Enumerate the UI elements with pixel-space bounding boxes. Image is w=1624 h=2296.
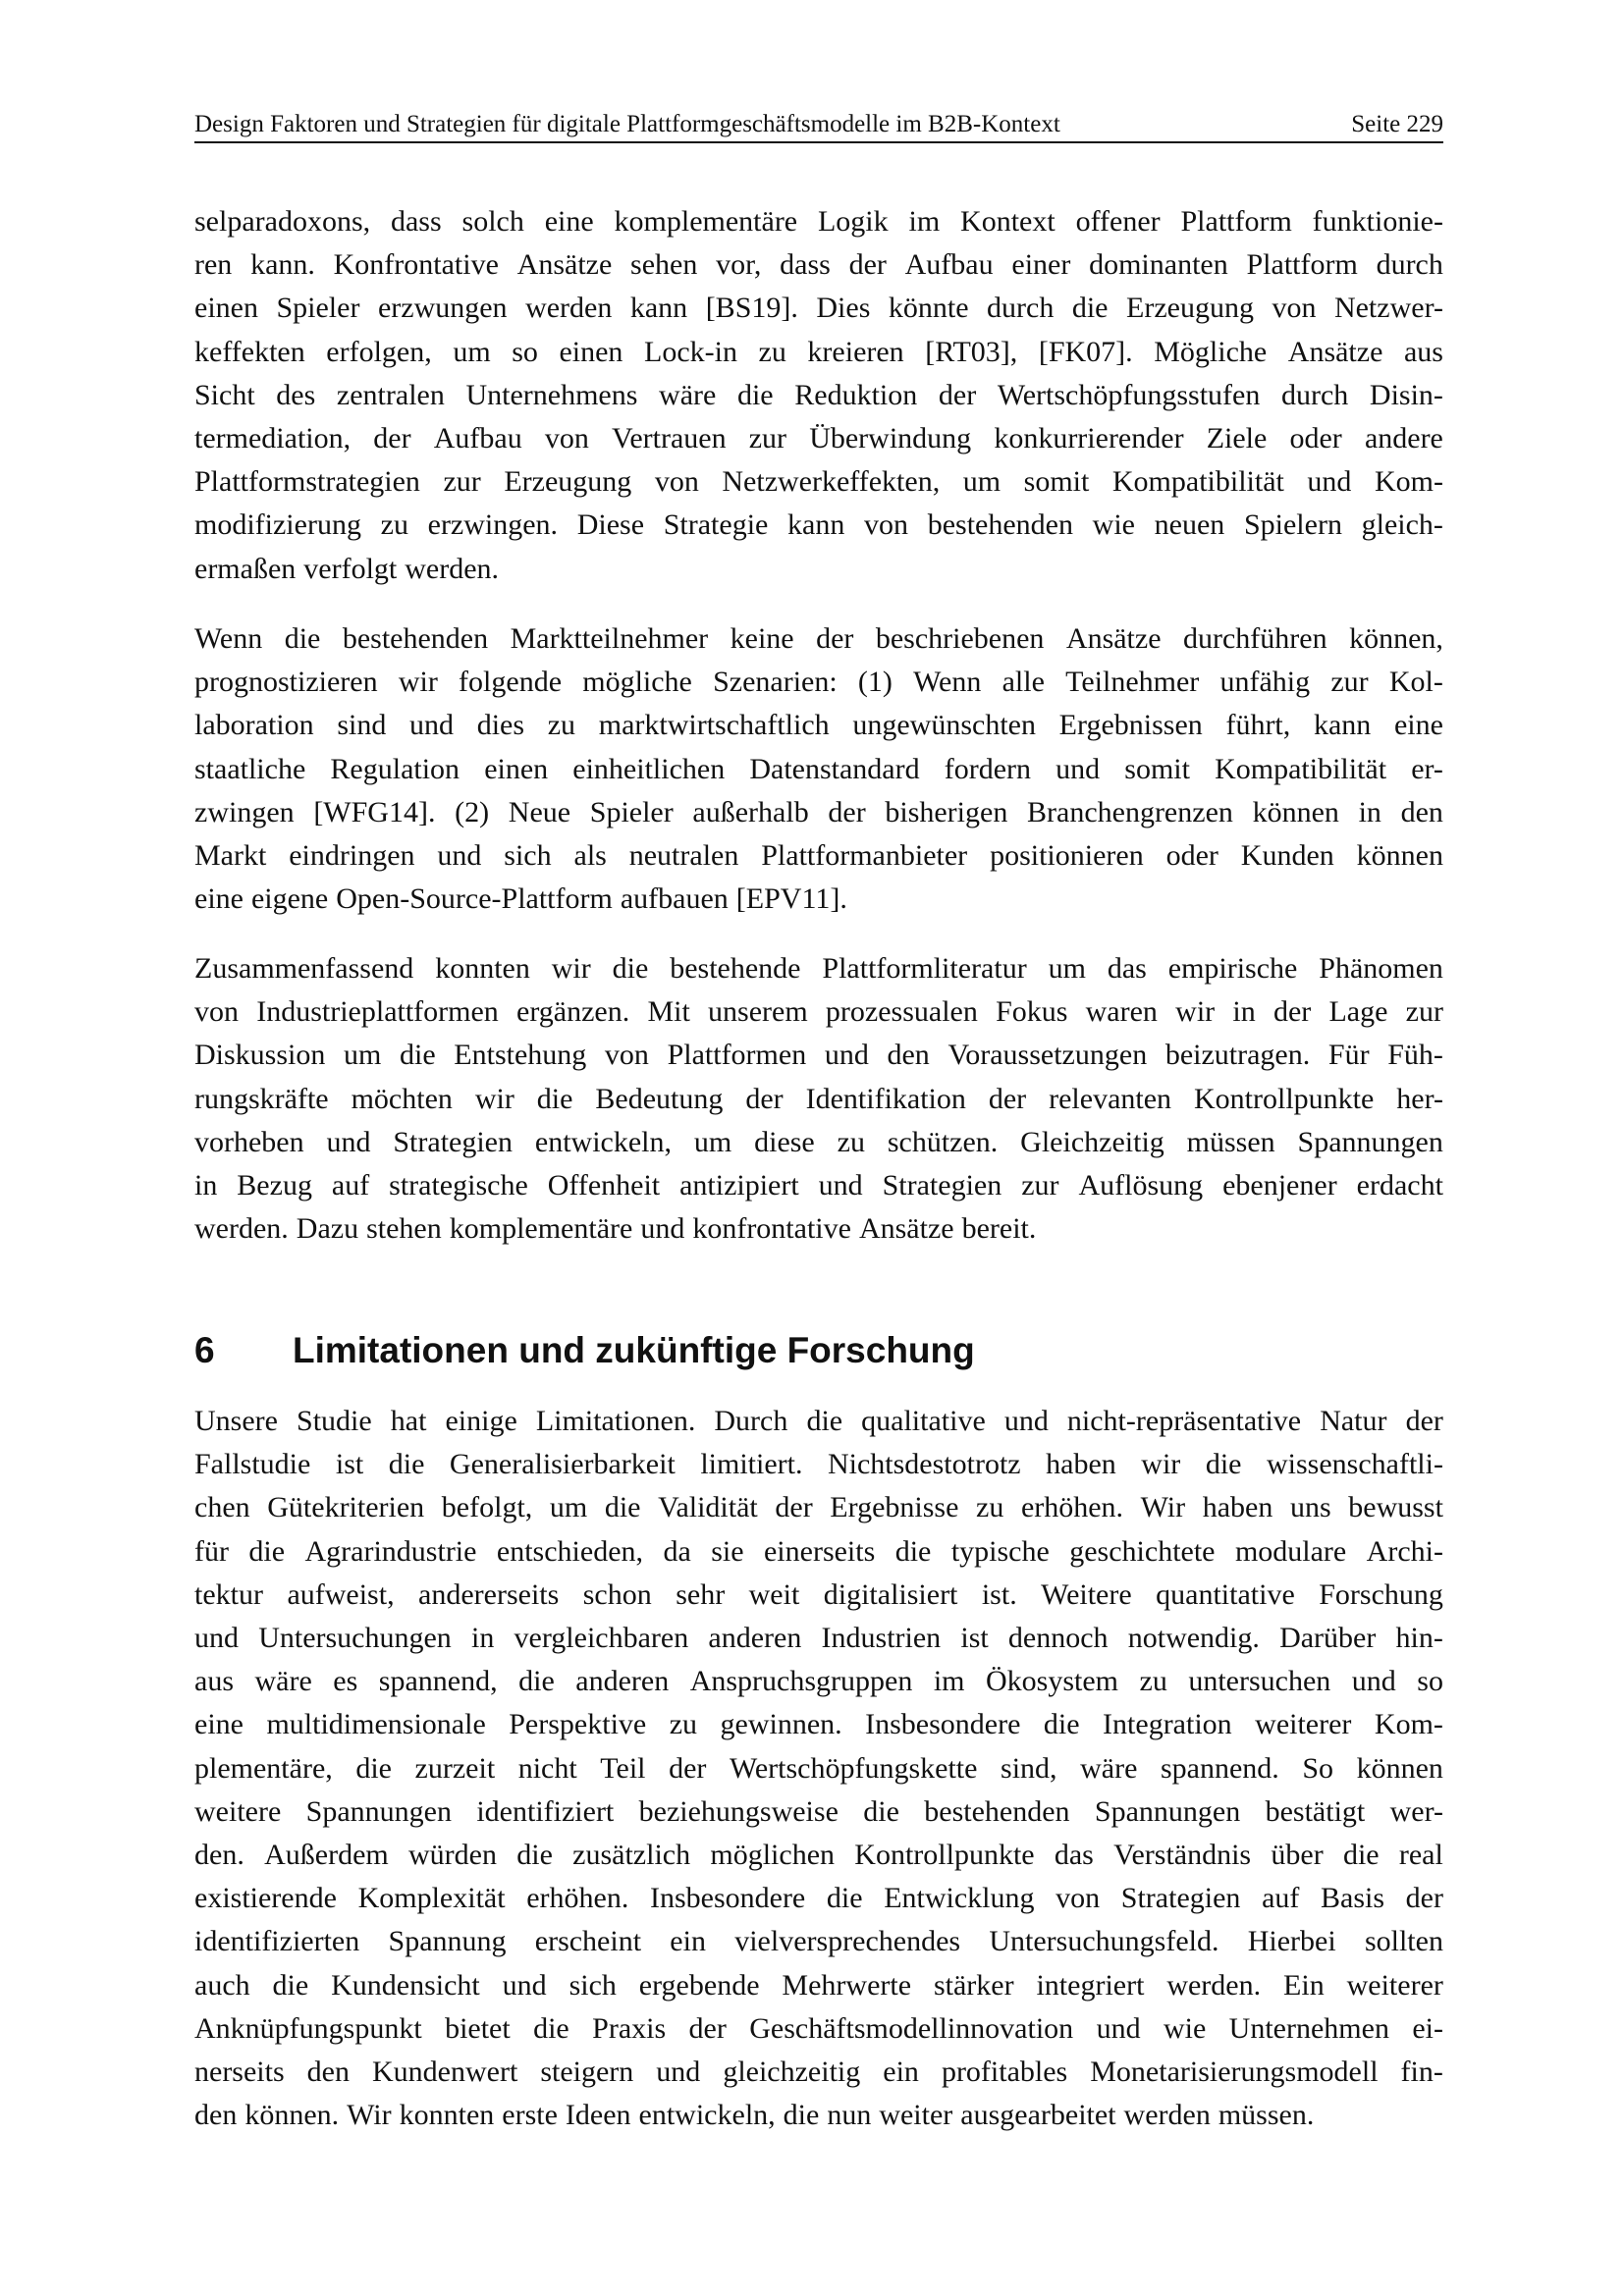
text-line: Unsere Studie hat einige Limitationen. Durch die qualitative und nicht-repräsentative Natur der xyxy=(194,1405,1443,1437)
text-line: laboration sind und dies zu marktwirtschaftlich ungewünschten Ergebnissen führt, kann eine xyxy=(194,709,1443,742)
text-line: den. Außerdem würden die zusätzlich möglichen Kontrollpunkte das Verständnis über die real xyxy=(194,1839,1443,1872)
text-line: identifizierten Spannung erscheint ein vielversprechendes Untersuchungsfeld. Hierbei sollten xyxy=(194,1925,1443,1958)
running-header-title: Design Faktoren und Strategien für digitale Plattformgeschäftsmodelle im B2B-Kontext xyxy=(194,111,1060,137)
text-line: werden. Dazu stehen komplementäre und konfrontative Ansätze bereit. xyxy=(194,1212,1037,1246)
text-line: modifizierung zu erzwingen. Diese Strategie kann von bestehenden wie neuen Spielern gleich- xyxy=(194,508,1443,542)
text-line: von Industrieplattformen ergänzen. Mit unserem prozessualen Fokus waren wir in der Lage zur xyxy=(194,995,1443,1029)
text-line: Zusammenfassend konnten wir die bestehende Plattformliteratur um das empirische Phänomen xyxy=(194,952,1443,985)
text-line: Anknüpfungspunkt bietet die Praxis der Geschäftsmodellinnovation und wie Unternehmen ei- xyxy=(194,2011,1443,2045)
text-line: einen Spieler erzwungen werden kann [BS19]. Dies könnte durch die Erzeugung von Netzwer- xyxy=(194,292,1443,325)
text-line: rungskräfte möchten wir die Bedeutung der Identifikation der relevanten Kontrollpunkte her- xyxy=(194,1082,1443,1115)
section-heading xyxy=(194,1325,975,1376)
text-line: chen Gütekriterien befolgt, um die Validität der Ergebnisse zu erhöhen. Wir haben uns bewusst xyxy=(194,1491,1443,1524)
text-line: tektur aufweist, andererseits schon sehr weit digitalisiert ist. Weitere quantitative Forschung xyxy=(194,1577,1443,1611)
paragraph xyxy=(194,617,1443,921)
section-title: Limitationen und zukünftige Forschung xyxy=(293,1330,975,1370)
text-line: für die Agrarindustrie entschieden, da sie einerseits die typische geschichtete modulare Archi- xyxy=(194,1534,1443,1568)
text-line: Diskussion um die Entstehung von Plattformen und den Voraussetzungen beizutragen. Für Füh- xyxy=(194,1039,1443,1072)
text-line: vorheben und Strategien entwickeln, um diese zu schützen. Gleichzeitig müssen Spannungen xyxy=(194,1125,1443,1158)
text-line: keffekten erfolgen, um so einen Lock-in zu kreieren [RT03], [FK07]. Mögliche Ansätze aus xyxy=(194,335,1443,368)
text-line: plementäre, die zurzeit nicht Teil der Wertschöpfungskette sind, wäre spannend. So können xyxy=(194,1751,1443,1785)
text-line: und Untersuchungen in vergleichbaren anderen Industrien ist dennoch notwendig. Darüber hin- xyxy=(194,1622,1443,1655)
text-line: den können. Wir konnten erste Ideen entwickeln, die nun weiter ausgearbeitet werden müssen. xyxy=(194,2099,1315,2132)
text-line: Plattformstrategien zur Erzeugung von Netzwerkeffekten, um somit Kompatibilität und Kom- xyxy=(194,465,1443,499)
text-line: auch die Kundensicht und sich ergebende Mehrwerte stärker integriert werden. Ein weiterer xyxy=(194,1968,1443,2002)
text-line: existierende Komplexität erhöhen. Insbesondere die Entwicklung von Strategien auf Basis der xyxy=(194,1882,1443,1915)
text-line: zwingen [WFG14]. (2) Neue Spieler außerhalb der bisherigen Branchengrenzen können in den xyxy=(194,795,1443,828)
running-header xyxy=(194,108,1443,143)
text-line: weitere Spannungen identifiziert beziehungsweise die bestehenden Spannungen bestätigt wer- xyxy=(194,1794,1443,1828)
text-line: Sicht des zentralen Unternehmens wäre die Reduktion der Wertschöpfungsstufen durch Disin- xyxy=(194,378,1443,411)
text-line: aus wäre es spannend, die anderen Anspruchsgruppen im Ökosystem zu untersuchen und so xyxy=(194,1665,1443,1698)
text-line: Markt eindringen und sich als neutralen Plattformanbieter positionieren oder Kunden können xyxy=(194,839,1443,873)
paragraph xyxy=(194,1400,1443,2137)
text-line: termediation, der Aufbau von Vertrauen zur Überwindung konkurrierender Ziele oder andere xyxy=(194,422,1443,455)
page-number: Seite 229 xyxy=(1351,111,1443,137)
text-line: selparadoxons, dass solch eine komplementäre Logik im Kontext offener Plattform funktionie- xyxy=(194,205,1443,238)
text-line: nerseits den Kundenwert steigern und gleichzeitig ein profitables Monetarisierungsmodell fin- xyxy=(194,2056,1443,2089)
paragraph xyxy=(194,947,1443,1251)
text-line: in Bezug auf strategische Offenheit antizipiert und Strategien zur Auflösung ebenjener erdacht xyxy=(194,1169,1443,1202)
text-line: staatliche Regulation einen einheitlichen Datenstandard fordern und somit Kompatibilität er- xyxy=(194,752,1443,785)
paragraph xyxy=(194,200,1443,591)
section-number: 6 xyxy=(194,1330,215,1370)
text-line: Wenn die bestehenden Marktteilnehmer keine der beschriebenen Ansätze durchführen können, xyxy=(194,622,1443,655)
text-line: ermaßen verfolgt werden. xyxy=(194,552,500,585)
text-line: ren kann. Konfrontative Ansätze sehen vor, dass der Aufbau einer dominanten Plattform durch xyxy=(194,248,1443,282)
text-line: Fallstudie ist die Generalisierbarkeit limitiert. Nichtsdestotrotz haben wir die wissenschaftli- xyxy=(194,1448,1443,1481)
text-line: eine eigene Open-Source-Plattform aufbauen [EPV11]. xyxy=(194,882,847,916)
text-line: eine multidimensionale Perspektive zu gewinnen. Insbesondere die Integration weiterer Kom- xyxy=(194,1708,1443,1741)
text-line: prognostizieren wir folgende mögliche Szenarien: (1) Wenn alle Teilnehmer unfähig zur Kol- xyxy=(194,666,1443,699)
